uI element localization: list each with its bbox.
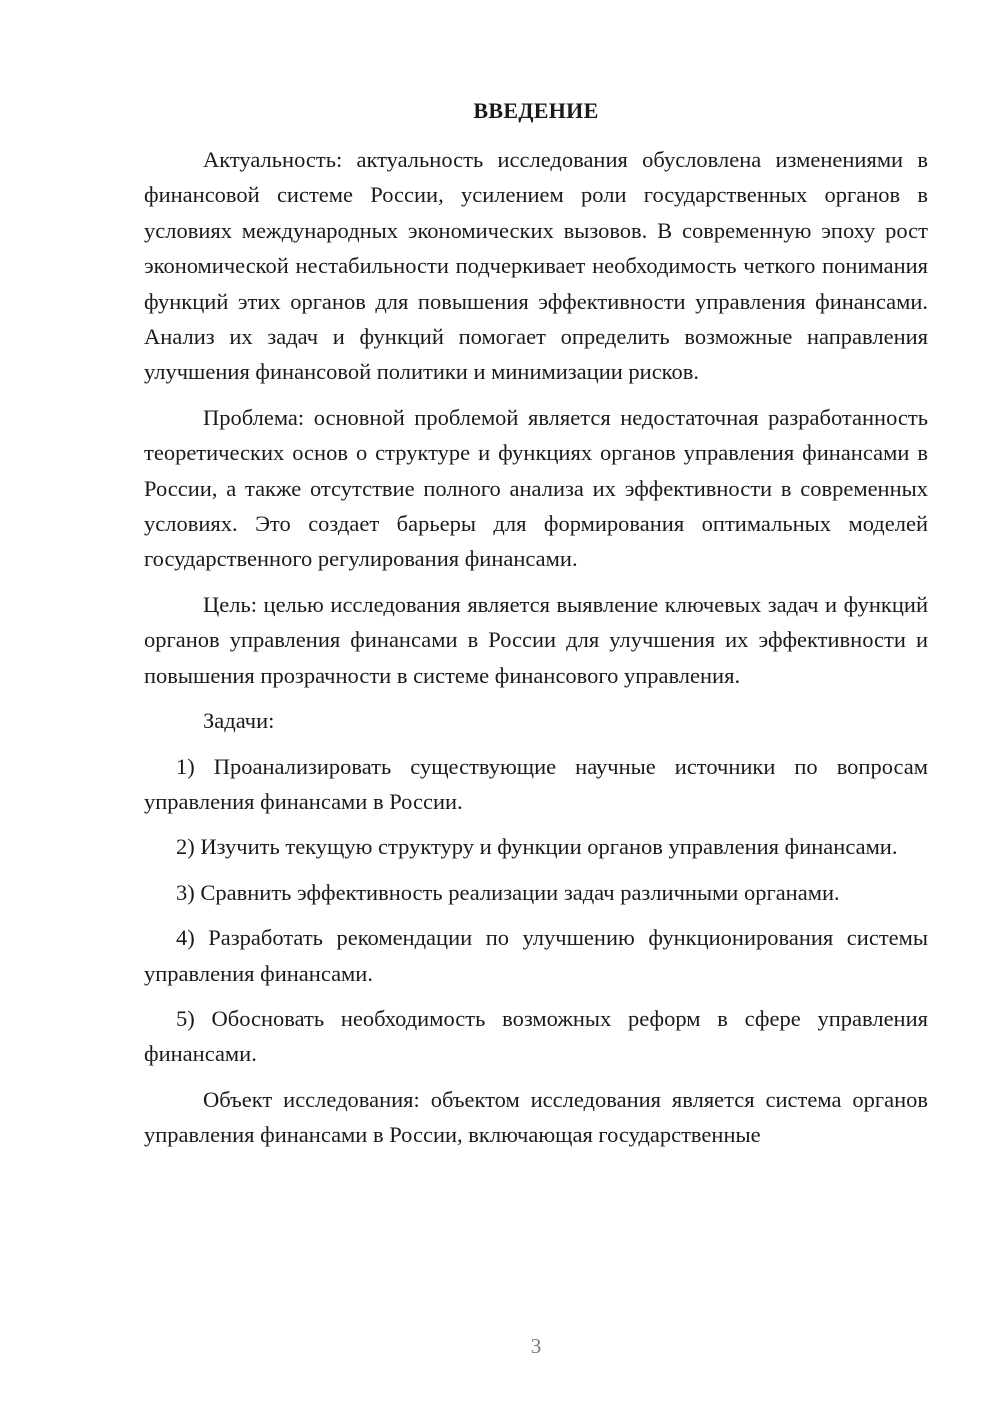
document-page [144,0,928,1414]
task-item-4: 4) Разработать рекомендации по улучшению функционирования системы управления финансами. [144,925,928,986]
problem-paragraph: Проблема: основной проблемой является недостаточная разработанность теоретических основ о структуре и функциях органов управления финансами в России, а также отсутствие полного анализа их эффективности в современных условиях. Это создает барьеры для формирования оптимальных моделей государственного регулирования финансами. [144,404,928,572]
body-text [144,142,928,1163]
task-item-3: 3) Сравнить эффективность реализации задач различными органами. [176,879,840,905]
relevance-paragraph: Актуальность: актуальность исследования обусловлена изменениями в финансовой системе России, усилением роли государственных органов в условиях международных экономических вызовов. В современную эпоху рост экономической нестабильности подчеркивает необходимость четкого понимания функций этих органов для повышения эффективности управления финансами. Анализ их задач и функций помогает определить возможные направления улучшения финансовой политики и минимизации рисков. [144,147,928,385]
task-item-2: 2) Изучить текущую структуру и функции органов управления финансами. [176,834,898,860]
object-paragraph: Объект исследования: объектом исследования является система органов управления финансами в России, включающая государственные [144,1086,928,1148]
goal-paragraph: Цель: целью исследования является выявление ключевых задач и функций органов управления финансами в России для улучшения их эффективности и повышения прозрачности в системе финансового управления. [144,591,928,688]
task-item-5: 5) Обосновать необходимость возможных реформ в сфере управления финансами. [144,1005,928,1067]
tasks-label: Задачи: [203,708,275,734]
section-heading: ВВЕДЕНИЕ [473,98,599,123]
task-item-1: 1) Проанализировать существующие научные источники по вопросам управления финансами в России. [144,753,928,814]
page-number: 3 [530,1334,542,1358]
